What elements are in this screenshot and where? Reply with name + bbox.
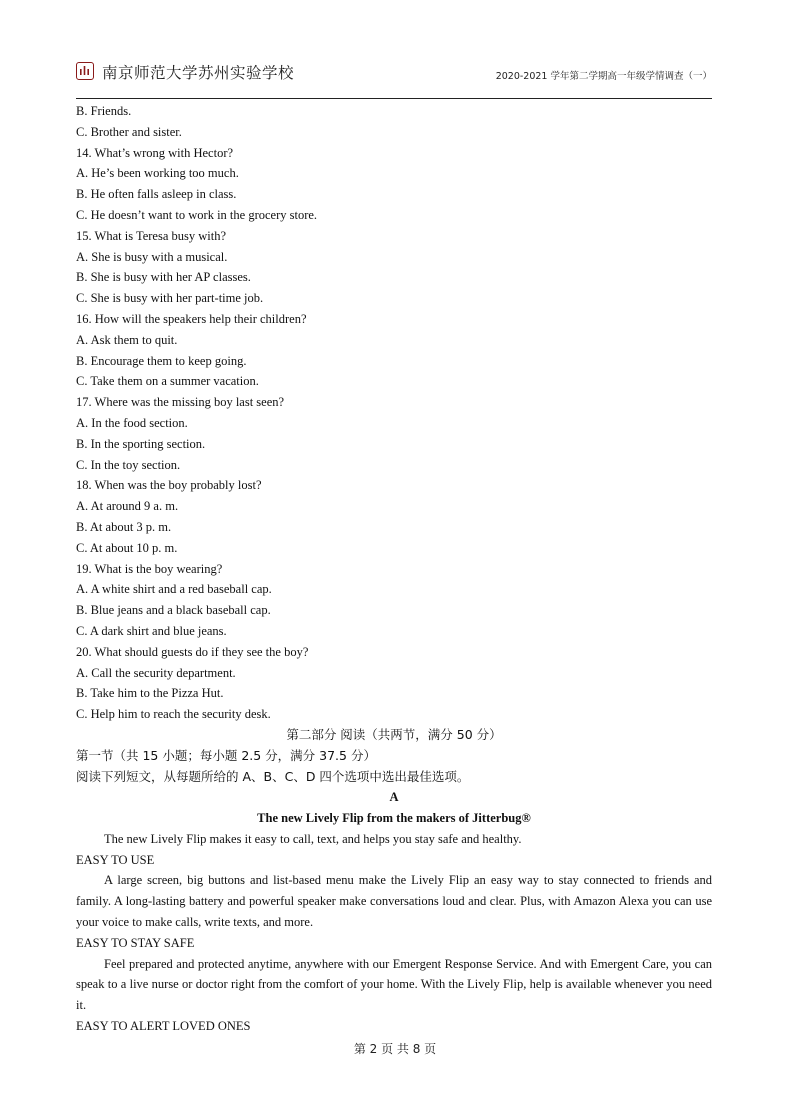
question-line: C. In the toy section. <box>76 457 181 472</box>
question-line: C. She is busy with her part-time job. <box>76 291 264 306</box>
question-line: C. A dark shirt and blue jeans. <box>76 623 227 638</box>
question-line: 19. What is the boy wearing? <box>76 561 223 576</box>
question-line: A. He’s been working too much. <box>76 166 239 181</box>
question-line: B. In the sporting section. <box>76 436 206 451</box>
question-line: C. At about 10 p. m. <box>76 540 178 555</box>
question-line: 18. When was the boy probably lost? <box>76 478 262 493</box>
question-line: B. At about 3 p. m. <box>76 519 172 534</box>
question-line: B. He often falls asleep in class. <box>76 187 237 202</box>
question-line: 17. Where was the missing boy last seen? <box>76 395 285 410</box>
part-title: 第二部分 阅读（共两节，满分 50 分） <box>286 726 502 742</box>
passage-heading: EASY TO ALERT LOVED ONES <box>76 1019 251 1034</box>
passage-intro: The new Lively Flip makes it easy to call, text, and helps you stay safe and healthy. <box>104 831 522 846</box>
question-line: 15. What is Teresa busy with? <box>76 228 227 243</box>
question-line: A. Ask them to quit. <box>76 332 178 347</box>
question-line: A. At around 9 a. m. <box>76 499 179 514</box>
passage-heading: EASY TO STAY SAFE <box>76 935 195 950</box>
question-line: B. Blue jeans and a black baseball cap. <box>76 603 271 618</box>
passage-heading: EASY TO USE <box>76 852 155 867</box>
question-line: C. Take them on a summer vacation. <box>76 374 259 389</box>
document-body <box>76 101 712 1037</box>
school-name: 南京师范大学苏州实验学校 <box>102 64 295 82</box>
question-line: 14. What’s wrong with Hector? <box>76 145 234 160</box>
school-logo-icon <box>76 62 94 80</box>
question-line: 20. What should guests do if they see the boy? <box>76 644 309 659</box>
instruction: 阅读下列短文，从每题所给的 A、B、C、D 四个选项中选出最佳选项。 <box>76 768 470 784</box>
passage-paragraph: A large screen, big buttons and list-based menu make the Lively Flip an easy way to stay connected to friends and family. A long-lasting battery and powerful speaker make conversations loud and clear. Plus, with Amazon Alexa you can use your voice to make calls, write texts, and more. <box>76 873 712 930</box>
question-line: B. Encourage them to keep going. <box>76 353 247 368</box>
question-line: 16. How will the speakers help their children? <box>76 311 307 326</box>
question-line: A. A white shirt and a red baseball cap. <box>76 582 272 597</box>
question-line: A. In the food section. <box>76 415 188 430</box>
question-line: B. Friends. <box>76 104 132 118</box>
page-header <box>76 58 712 99</box>
question-line: C. Brother and sister. <box>76 124 182 139</box>
question-line: C. He doesn’t want to work in the grocery store. <box>76 207 318 222</box>
question-line: A. Call the security department. <box>76 665 236 680</box>
question-line: C. Help him to reach the security desk. <box>76 707 271 722</box>
question-line: B. She is busy with her AP classes. <box>76 270 251 285</box>
question-line: A. She is busy with a musical. <box>76 249 228 264</box>
passage-label: A <box>389 790 399 805</box>
passage-paragraph: Feel prepared and protected anytime, anywhere with our Emergent Response Service. And with Emergent Care, you can speak to a live nurse or doctor right from the comfort of your home. With the Lively Flip, help is available whenever you need it. <box>76 956 712 1013</box>
exam-title: 2020-2021 学年第二学期高一年级学情调查（一） <box>495 71 712 82</box>
section-title: 第一节（共 15 小题；每小题 2.5 分，满分 37.5 分） <box>76 747 376 763</box>
page-footer: 第 2 页 共 8 页 <box>353 1042 437 1056</box>
question-line: B. Take him to the Pizza Hut. <box>76 686 224 701</box>
passage-title: The new Lively Flip from the makers of Jitterbug® <box>257 811 531 826</box>
